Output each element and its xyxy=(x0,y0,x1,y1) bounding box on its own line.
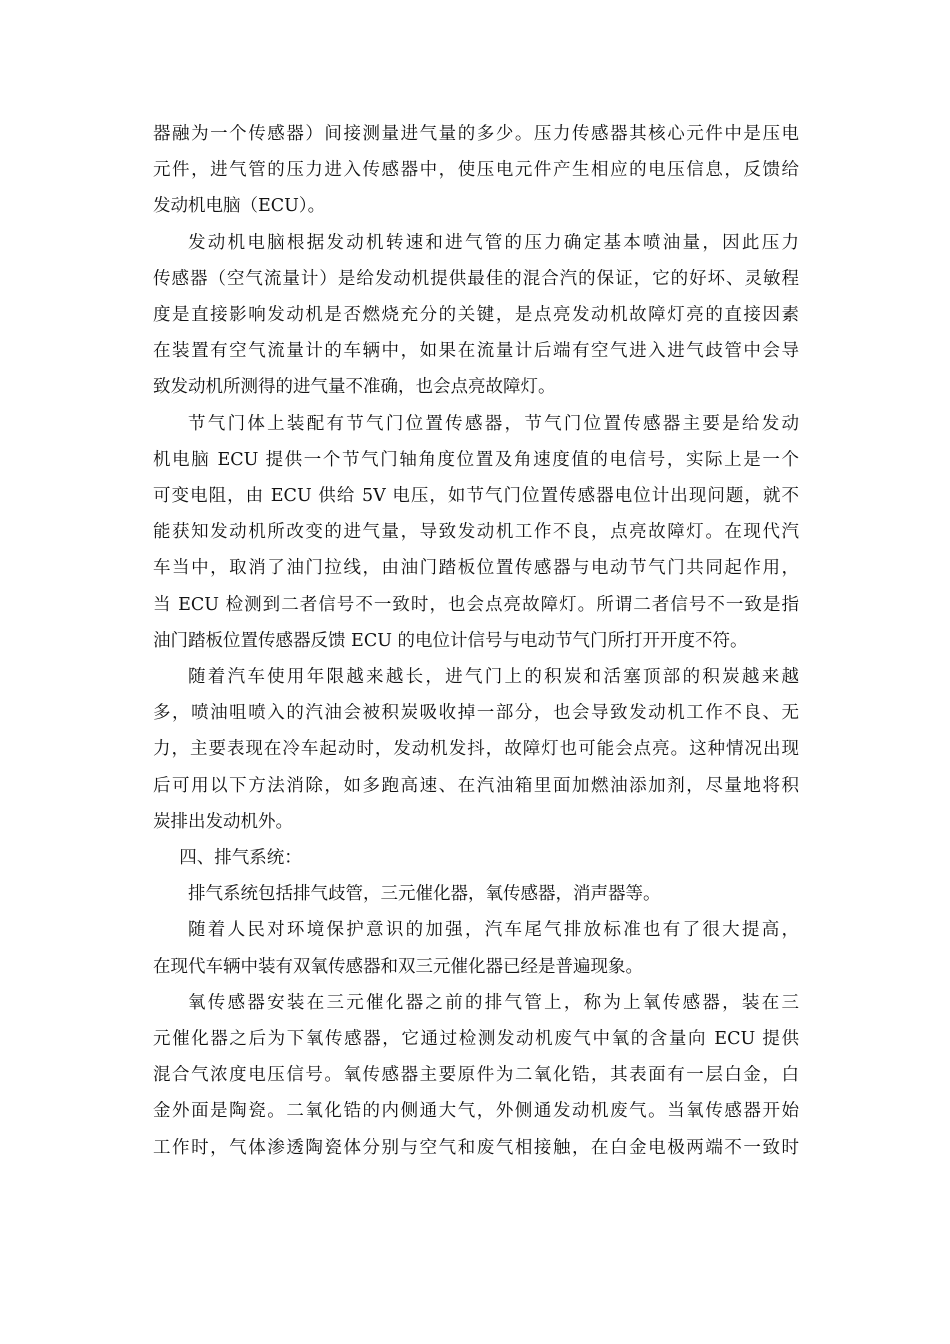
text-line: 器融为一个传感器）间接测量进气量的多少。压力传感器其核心元件中是压电 xyxy=(153,124,799,144)
text-line: 在现代车辆中装有双氧传感器和双三元催化器已经是普遍现象。 xyxy=(153,956,643,977)
text-line: 后可用以下方法消除，如多跑高速、在汽油箱里面加燃油添加剂，尽量地将积 xyxy=(153,775,799,796)
text-line: 排气系统包括排气歧管，三元催化器，氧传感器，消声器等。 xyxy=(188,884,661,905)
text-line: 炭排出发动机外。 xyxy=(153,811,293,832)
paragraph-intake-continuation xyxy=(153,116,799,225)
text-line: 机电脑 ECU 提供一个节气门轴角度位置及角速度值的电信号，实际上是一个 xyxy=(153,449,799,470)
text-line: 金外面是陶瓷。二氧化锆的内侧通大气，外侧通发动机废气。当氧传感器开始 xyxy=(153,1101,799,1122)
paragraph-carbon-deposits xyxy=(153,659,799,840)
text-line: 致发动机所测得的进气量不准确，也会点亮故障灯。 xyxy=(153,377,556,398)
text-line: 混合气浓度电压信号。氧传感器主要原件为二氧化锆，其表面有一层白金，白 xyxy=(153,1065,799,1086)
text-line: 元件，进气管的压力进入传感器中，使压电元件产生相应的电压信息，反馈给 xyxy=(153,160,799,181)
text-line: 度是直接影响发动机是否燃烧充分的关键，是点亮发动机故障灯亮的直接因素 xyxy=(153,305,799,326)
text-line: 当 ECU 检测到二者信号不一致时，也会点亮故障灯。所谓二者信号不一致是指 xyxy=(153,594,799,615)
document-body xyxy=(153,116,799,1166)
text-line: 多，喷油咀喷入的汽油会被积炭吸收掉一部分，也会导致发动机工作不良、无 xyxy=(153,703,799,724)
text-line: 随着人民对环境保护意识的加强，汽车尾气排放标准也有了很大提高， xyxy=(188,920,799,941)
text-line: 氧传感器安装在三元催化器之前的排气管上，称为上氧传感器，装在三 xyxy=(188,992,799,1013)
text-line: 可变电阻，由 ECU 供给 5V 电压，如节气门位置传感器电位计出现问题，就不 xyxy=(153,486,799,507)
section-heading: 四、排气系统： xyxy=(179,848,302,869)
text-line: 在装置有空气流量计的车辆中，如果在流量计后端有空气进入进气歧管中会导 xyxy=(153,341,799,362)
text-line: 能获知发动机所改变的进气量，导致发动机工作不良，点亮故障灯。在现代汽 xyxy=(153,522,799,543)
text-line: 随着汽车使用年限越来越长，进气门上的积炭和活塞顶部的积炭越来越 xyxy=(188,667,799,688)
paragraph-emission-standards xyxy=(153,912,799,984)
paragraph-oxygen-sensor xyxy=(153,985,799,1166)
text-line: 发动机电脑根据发动机转速和进气管的压力确定基本喷油量，因此压力 xyxy=(188,232,799,253)
paragraph-throttle-sensor xyxy=(153,406,799,659)
text-line: 元催化器之后为下氧传感器，它通过检测发动机废气中氧的含量向 ECU 提供 xyxy=(153,1029,799,1050)
section-heading-exhaust xyxy=(153,840,799,876)
text-line: 节气门体上装配有节气门位置传感器，节气门位置传感器主要是给发动 xyxy=(188,413,799,434)
text-line: 传感器（空气流量计）是给发动机提供最佳的混合汽的保证，它的好坏、灵敏程 xyxy=(153,268,799,289)
text-line: 工作时，气体渗透陶瓷体分别与空气和废气相接触，在白金电极两端不一致时 xyxy=(153,1137,799,1158)
text-line: 发动机电脑（ECU）。 xyxy=(153,196,326,217)
paragraph-exhaust-components xyxy=(153,876,799,912)
text-line: 力，主要表现在冷车起动时，发动机发抖，故障灯也可能会点亮。这种情况出现 xyxy=(153,739,799,760)
text-line: 车当中，取消了油门拉线，由油门踏板位置传感器与电动节气门共同起作用， xyxy=(153,558,799,579)
text-line: 油门踏板位置传感器反馈 ECU 的电位计信号与电动节气门所打开开度不符。 xyxy=(153,630,748,651)
paragraph-ecu-pressure xyxy=(153,225,799,406)
